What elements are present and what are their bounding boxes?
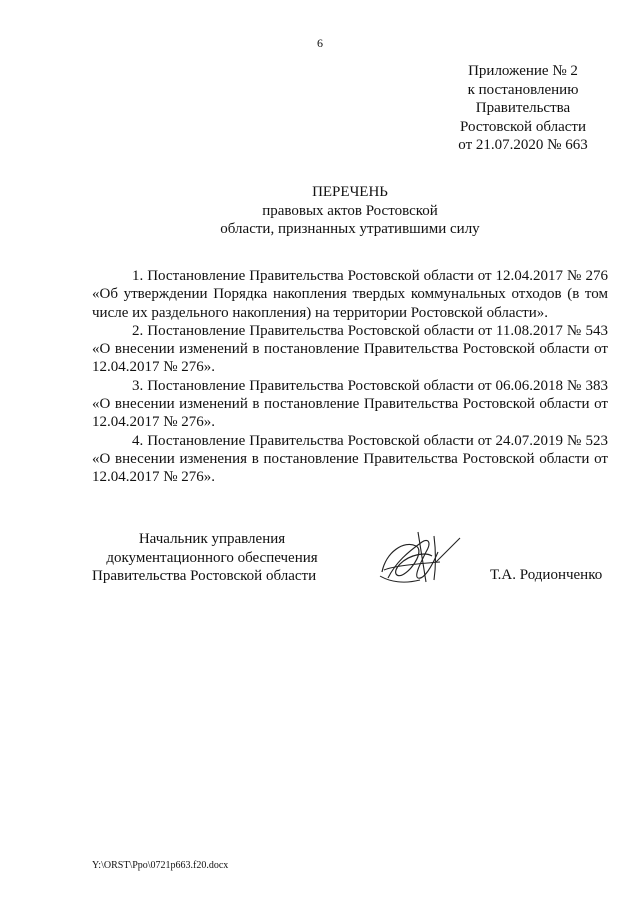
list-item: 4. Постановление Правительства Ростовской области от 24.07.2019 № 523 «О внесении изменения в постановление Правительства Ростовской области от 12.04.2017 № 276». [92, 432, 608, 486]
appendix-line: Ростовской области [460, 118, 586, 135]
heading-title: ПЕРЕЧЕНЬ [312, 184, 388, 200]
file-path: Y:\ORST\Ppo\0721p663.f20.docx [92, 860, 229, 871]
appendix-line: от 21.07.2020 № 663 [458, 137, 588, 153]
signatory-position [92, 530, 332, 586]
position-line3: Правительства Ростовской области [92, 568, 317, 584]
document-heading [150, 183, 550, 239]
heading-subtitle-line1: правовых актов Ростовской [262, 202, 438, 219]
position-line1: Начальник управления [138, 531, 286, 547]
list-item: 2. Постановление Правительства Ростовской области от 11.08.2017 № 543 «О внесении изменений в постановление Правительства Ростовской области от 12.04.2017 № 276». [92, 322, 608, 376]
position-line2: документационного обеспечения [106, 549, 318, 566]
appendix-block [440, 62, 606, 155]
heading-subtitle-line2: области, признанных утратившими силу [220, 221, 480, 237]
handwritten-signature [374, 522, 464, 592]
appendix-line: Правительства [475, 100, 571, 116]
appendix-line: к постановлению [467, 81, 579, 98]
signer-name: Т.А. Родионченко [490, 567, 603, 583]
appendix-line: Приложение № 2 [468, 63, 578, 79]
page-number: 6 [317, 36, 323, 50]
list-item: 3. Постановление Правительства Ростовской области от 06.06.2018 № 383 «О внесении изменений в постановление Правительства Ростовской области от 12.04.2017 № 276». [92, 377, 608, 431]
acts-list [92, 267, 608, 487]
list-item: 1. Постановление Правительства Ростовской области от 12.04.2017 № 276 «Об утверждении Порядка накопления твердых коммунальных отходов (в том числе их раздельного накопления) на территории Ростовской области». [92, 268, 608, 321]
